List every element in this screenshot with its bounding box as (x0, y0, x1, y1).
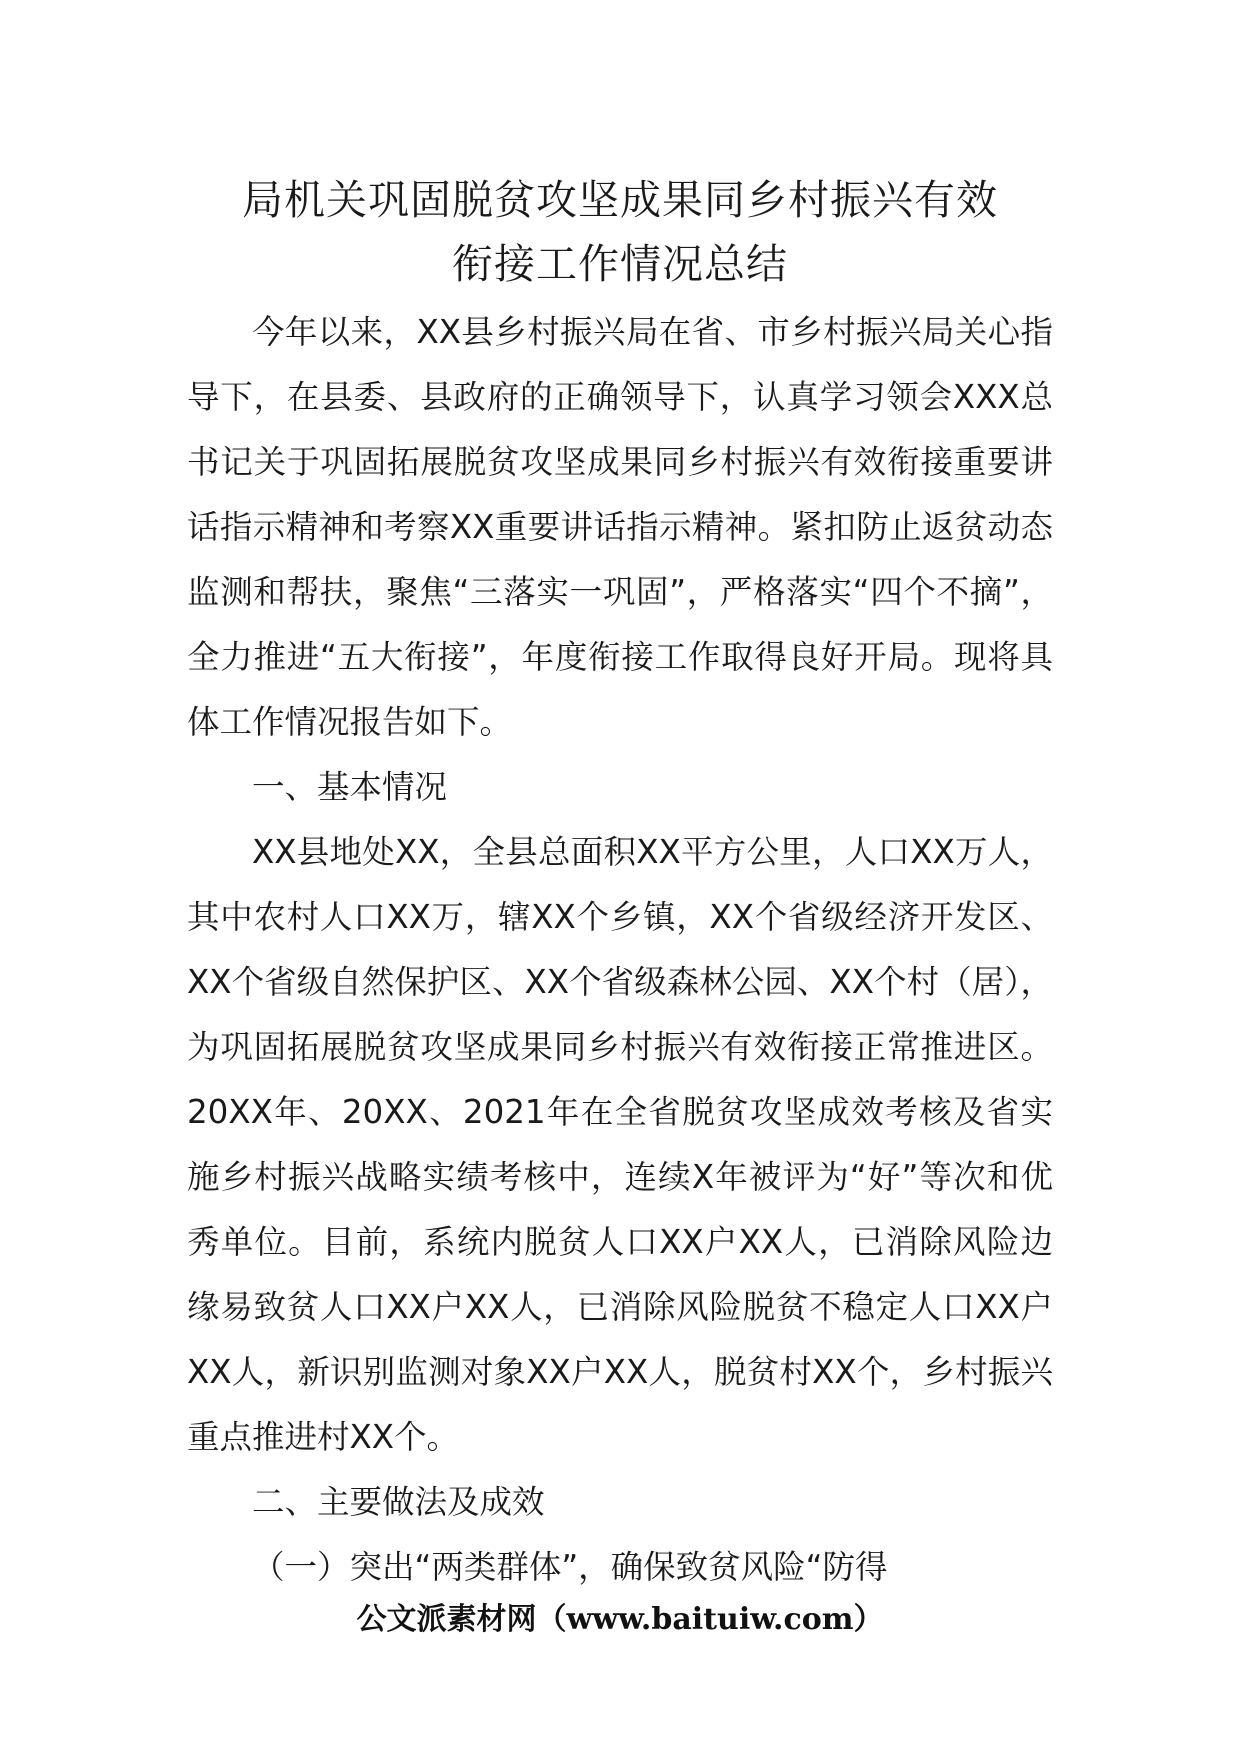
document-body (187, 300, 1053, 1600)
document-title-line-2: 衔接工作情况总结 (452, 240, 788, 288)
source-watermark: 公文派素材网（www.baituiw.com） (356, 1602, 884, 1637)
section-heading-main-practices: 二、主要做法及成效 (252, 1483, 545, 1521)
basic-situation-paragraph: XX县地处XX，全县总面积XX平方公里，人口XX万人，其中农村人口XX万，辖XX个乡镇，XX个省级经济开发区、XX个省级自然保护区、XX个省级森林公园、XX个村（居），为巩固拓展脱贫攻坚成果同乡村振兴有效衔接正常推进区。20XX年、20XX、2021年在全省脱贫攻坚成效考核及省实施乡村振兴战略实绩考核中，连续X年被评为“好”等次和优秀单位。目前，系统内脱贫人口XX户XX人，已消除风险边缘易致贫人口XX户XX人，已消除风险脱贫不稳定人口XX户XX人，新识别监测对象XX户XX人，脱贫村XX个，乡村振兴重点推进村XX个。 (187, 833, 1053, 1456)
document-title-line-1: 局机关巩固脱贫攻坚成果同乡村振兴有效 (242, 176, 998, 224)
intro-paragraph: 今年以来，XX县乡村振兴局在省、市乡村振兴局关心指导下，在县委、县政府的正确领导下，认真学习领会XXX总书记关于巩固拓展脱贫攻坚成果同乡村振兴有效衔接重要讲话指示精神和考察XX重要讲话指示精神。紧扣防止返贫动态监测和帮扶，聚焦“三落实一巩固”，严格落实“四个不摘”，全力推进“五大衔接”，年度衔接工作取得良好开局。现将具体工作情况报告如下。 (187, 313, 1053, 741)
subsection-heading-two-groups: （一）突出“两类群体”，确保致贫风险“防得 (252, 1548, 888, 1586)
section-heading-basic-situation: 一、基本情况 (252, 768, 448, 806)
